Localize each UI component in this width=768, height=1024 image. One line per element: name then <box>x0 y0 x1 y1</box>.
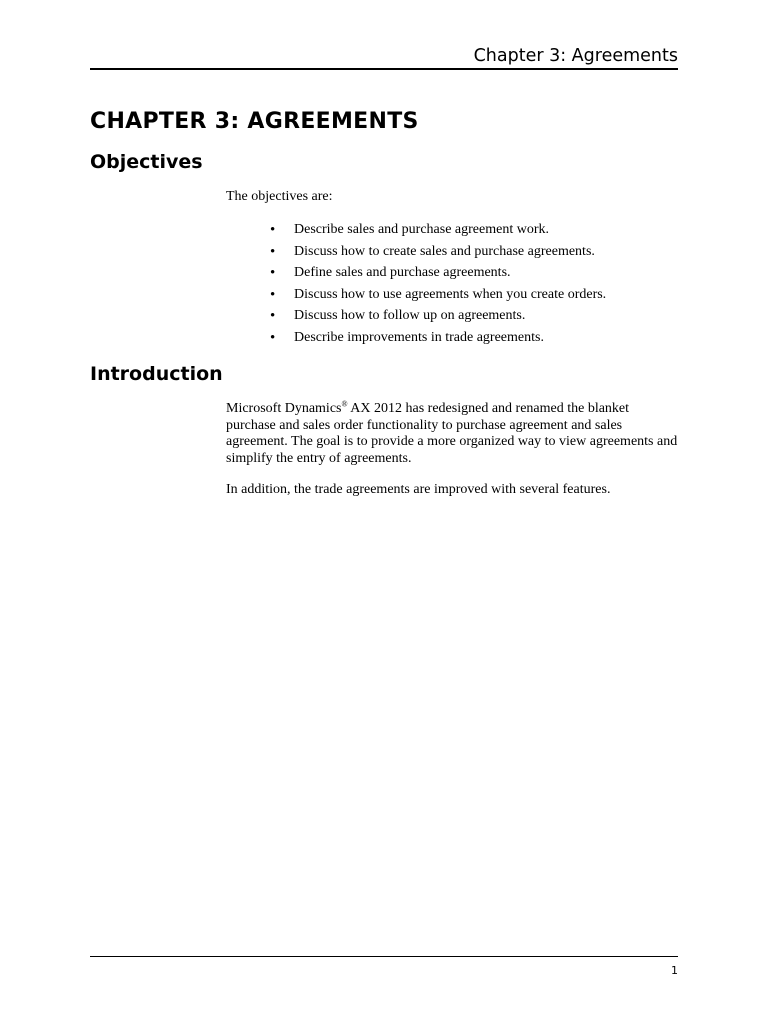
objective-item <box>270 243 606 265</box>
bullet-icon: • <box>270 265 276 282</box>
objectives-list <box>270 221 606 351</box>
registered-mark: ® <box>341 399 348 409</box>
objective-text: Describe sales and purchase agreement work. <box>294 222 550 237</box>
product-name: Microsoft Dynamics <box>226 401 342 416</box>
objectives-heading: Objectives <box>90 151 203 173</box>
page-number: 1 <box>671 964 678 977</box>
objective-item <box>270 307 606 329</box>
introduction-paragraph-1 <box>226 401 680 467</box>
objective-text: Define sales and purchase agreements. <box>294 265 511 281</box>
chapter-title: CHAPTER 3: AGREEMENTS <box>90 109 419 134</box>
objective-text: Discuss how to follow up on agreements. <box>294 308 526 324</box>
bullet-icon: • <box>270 222 276 238</box>
introduction-paragraph-1-text: AX 2012 has redesigned and renamed the blanket purchase and sales order functionality to purchase agreement and sales agreement. The goal is to provide a more organized way to view agreements and simplify the entry of agreements. <box>226 401 678 466</box>
introduction-paragraph-2: In addition, the trade agreements are improved with several features. <box>226 482 611 497</box>
bullet-icon: • <box>270 308 276 325</box>
objectives-intro: The objectives are: <box>226 189 333 204</box>
bullet-icon: • <box>270 286 276 303</box>
footer-rule <box>90 956 678 957</box>
objective-text: Discuss how to create sales and purchase agreements. <box>294 243 595 259</box>
bullet-icon: • <box>270 243 276 260</box>
running-header: Chapter 3: Agreements <box>473 46 678 66</box>
objective-text: Discuss how to use agreements when you create orders. <box>294 286 607 302</box>
introduction-heading: Introduction <box>90 363 223 385</box>
objective-item <box>270 329 606 351</box>
objective-text: Describe improvements in trade agreements. <box>294 329 544 345</box>
objective-item <box>270 264 606 286</box>
objective-item <box>270 221 606 243</box>
header-rule <box>90 68 678 70</box>
bullet-icon: • <box>270 329 276 346</box>
objective-item <box>270 286 606 308</box>
